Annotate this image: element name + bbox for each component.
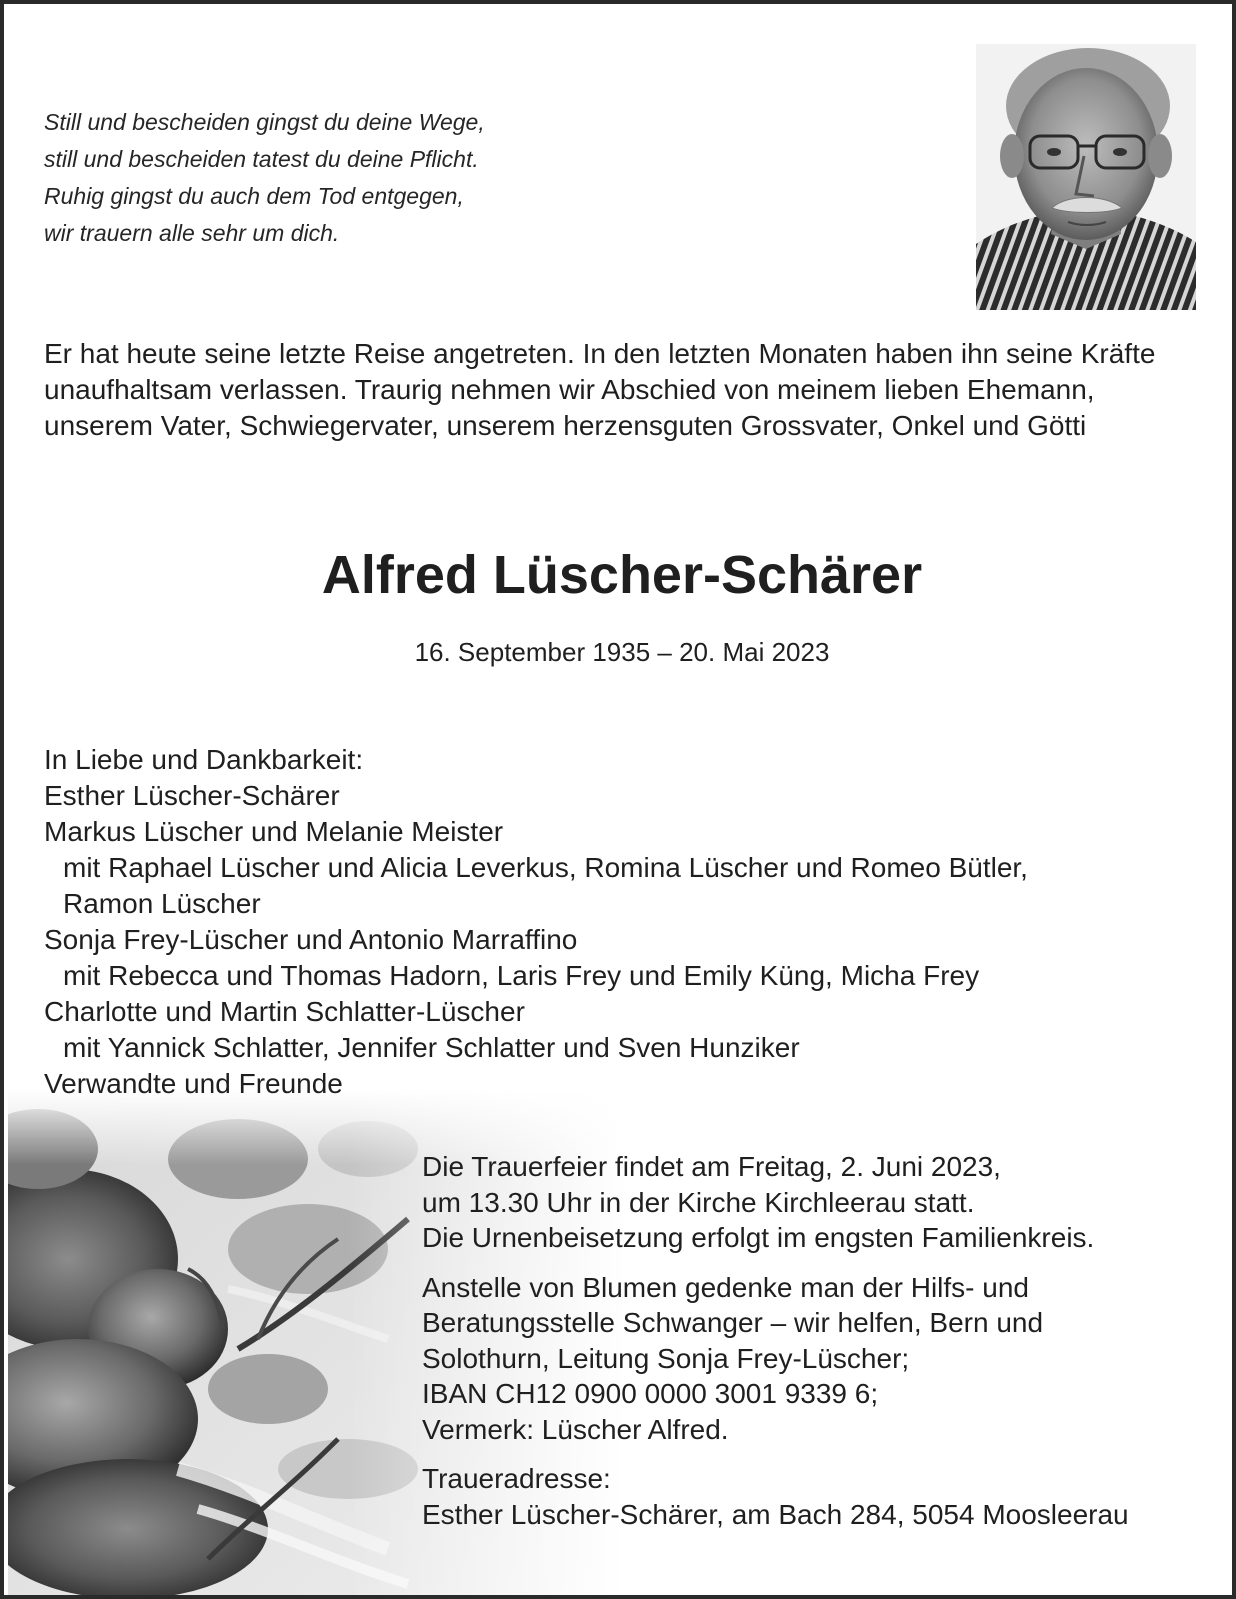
mourner-line: Esther Lüscher-Schärer xyxy=(44,780,340,811)
poem-line: Still und bescheiden gingst du deine Wege, xyxy=(44,109,485,135)
mourner-line: Ramon Lüscher xyxy=(63,888,261,919)
poem xyxy=(44,104,485,252)
service-info xyxy=(422,1149,1212,1532)
mourner-line: Charlotte und Martin Schlatter-Lüscher xyxy=(44,996,525,1027)
mourner-line: mit Yannick Schlatter, Jennifer Schlatter und Sven Hunziker xyxy=(63,1032,800,1063)
mourners-list xyxy=(44,742,1028,1102)
ceremony-line: um 13.30 Uhr in der Kirche Kirchleerau statt. xyxy=(422,1186,975,1218)
mourner-line: mit Raphael Lüscher und Alicia Leverkus, Romina Lüscher und Romeo Bütler, xyxy=(63,852,1028,883)
intro-text: Er hat heute seine letzte Reise angetreten. In den letzten Monaten haben ihn seine Kräfte unaufhaltsam verlassen. Traurig nehmen wir Abschied von meinem lieben Ehemann, unserem Vater, Schwiegervater, unserem herzensguten Grossvater, Onkel und Götti xyxy=(44,338,1156,441)
donation-line: IBAN CH12 0900 0000 3001 9339 6; xyxy=(422,1378,879,1409)
mourner-line: Verwandte und Freunde xyxy=(44,1068,343,1099)
mourning-address xyxy=(422,1461,1212,1532)
address-label: Traueradresse: xyxy=(422,1463,611,1494)
poem-line: still und bescheiden tatest du deine Pflicht. xyxy=(44,146,479,172)
deceased-name: Alfred Lüscher-Schärer xyxy=(321,545,923,605)
mourner-line: Markus Lüscher und Melanie Meister xyxy=(44,816,504,847)
portrait-photo xyxy=(976,44,1196,310)
life-dates: 16. September 1935 – 20. Mai 2023 xyxy=(414,637,830,667)
mourner-line: Sonja Frey-Lüscher und Antonio Marraffino xyxy=(44,924,578,955)
address-line: Esther Lüscher-Schärer, am Bach 284, 5054 Moosleerau xyxy=(422,1498,1129,1530)
donation-line: Beratungsstelle Schwanger – wir helfen, Bern und xyxy=(422,1307,1044,1338)
mourners-heading: In Liebe und Dankbarkeit: xyxy=(44,744,364,775)
poem-line: wir trauern alle sehr um dich. xyxy=(44,220,340,246)
poem-line: Ruhig gingst du auch dem Tod entgegen, xyxy=(44,183,464,209)
ceremony-line: Die Trauerfeier findet am Freitag, 2. Juni 2023, xyxy=(422,1151,1001,1182)
donation-line: Anstelle von Blumen gedenke man der Hilfs- und xyxy=(422,1271,1030,1303)
mourner-line: mit Rebecca und Thomas Hadorn, Laris Frey und Emily Küng, Micha Frey xyxy=(63,960,980,991)
donation-info xyxy=(422,1270,1212,1448)
ceremony-line: Die Urnenbeisetzung erfolgt im engsten Familienkreis. xyxy=(422,1222,1095,1253)
donation-line: Solothurn, Leitung Sonja Frey-Lüscher; xyxy=(422,1342,910,1374)
donation-line: Vermerk: Lüscher Alfred. xyxy=(422,1413,729,1445)
